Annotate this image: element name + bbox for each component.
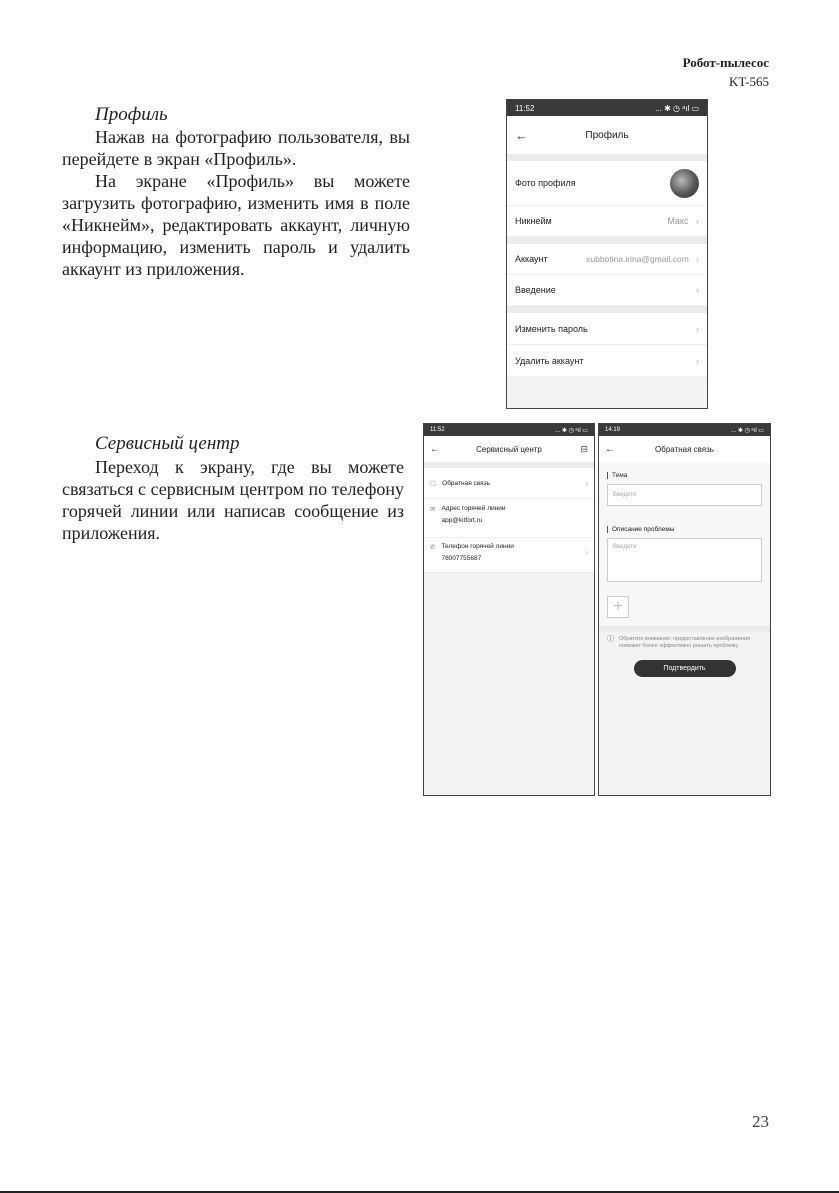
hotline-phone-value: 78007755687	[441, 555, 482, 562]
profile-photo-row[interactable]	[507, 161, 707, 206]
app-bar	[507, 116, 707, 154]
account-label: Аккаунт	[515, 254, 548, 264]
status-time: 14:19	[605, 427, 621, 433]
status-icons: ... ✱ ◷ ᵃıl ▭	[655, 103, 699, 113]
chevron-right-icon: ›	[585, 478, 588, 488]
feedback-row[interactable]	[424, 468, 594, 499]
chevron-right-icon: ›	[696, 285, 699, 295]
avatar[interactable]	[670, 169, 699, 198]
profile-section-title: Профиль	[95, 104, 168, 125]
notice	[599, 632, 770, 654]
chevron-right-icon: ›	[696, 323, 699, 334]
delete-account-row[interactable]	[507, 345, 707, 377]
status-bar	[507, 100, 707, 116]
service-center-screen	[423, 423, 595, 796]
mail-icon: ✉	[430, 506, 436, 513]
problem-section	[599, 522, 770, 618]
change-password-label: Изменить пароль	[515, 323, 588, 334]
account-row[interactable]	[507, 244, 707, 275]
feedback-screen	[598, 423, 771, 796]
notice-text: Обратите внимание: предоставление изображения поможет более эффективно решить проблему	[619, 636, 751, 649]
profile-paragraph-1: Нажав на фотографию пользователя, вы перейдете в экран «Профиль».	[62, 127, 410, 169]
chevron-right-icon: ›	[696, 355, 699, 366]
phone-icon: ✆	[430, 544, 436, 551]
hotline-address-row[interactable]	[424, 499, 594, 538]
nickname-value: Макс	[667, 216, 689, 226]
status-time: 11:52	[515, 103, 535, 113]
topic-label: Тема	[607, 472, 762, 479]
app-bar	[599, 436, 770, 462]
status-icons: ... ✱ ◷ ᵃıl ▭	[731, 427, 764, 434]
service-paragraph-1: Переход к экрану, где вы можете связаться с сервисным центром по телефону горячей линии или написав сообщение из приложения.	[62, 457, 404, 543]
status-icons: ... ✱ ◷ ᵃıl ▭	[555, 427, 588, 434]
account-value: subbotina.irina@gmail.com	[586, 254, 689, 264]
chat-icon: ▢	[430, 480, 437, 487]
hotline-phone-label: Телефон горячей линии	[441, 543, 514, 550]
message-list-icon[interactable]: ⊟	[580, 443, 588, 454]
page-number: 23	[752, 1112, 769, 1131]
add-image-button[interactable]: +	[607, 596, 629, 618]
topic-section	[599, 462, 770, 506]
profile-paragraph-2: На экране «Профиль» вы можете загрузить фотографию, изменить имя в поле «Никнейм», редактировать аккаунт, личную информацию, изменить пароль и удалить аккаунт из приложения.	[62, 171, 410, 279]
chevron-right-icon: ›	[696, 216, 699, 226]
service-section-title: Сервисный центр	[95, 433, 240, 454]
topic-input[interactable]: Введите	[607, 484, 762, 506]
hotline-phone-row[interactable]	[424, 538, 594, 573]
problem-label: Описание проблемы	[607, 526, 762, 533]
back-arrow-icon[interactable]: ←	[605, 443, 615, 455]
intro-label: Введение	[515, 285, 556, 295]
profile-section-text	[62, 126, 410, 280]
screen-title: Сервисный центр	[476, 444, 542, 454]
feedback-label: Обратная связь	[442, 480, 491, 487]
change-password-row[interactable]	[507, 313, 707, 345]
service-section-text	[62, 456, 404, 544]
profile-screen	[506, 99, 708, 409]
status-time: 11:52	[430, 427, 445, 433]
hotline-address-label: Адрес горячей линии	[441, 505, 506, 512]
delete-account-label: Удалить аккаунт	[515, 355, 584, 366]
submit-button[interactable]: Подтвердить	[634, 660, 736, 677]
header-model: KT-565	[729, 74, 769, 89]
nickname-label: Никнейм	[515, 216, 552, 226]
nickname-row[interactable]	[507, 206, 707, 237]
header-title: Робот-пылесос	[682, 55, 769, 70]
chevron-right-icon: ›	[696, 254, 699, 264]
problem-textarea[interactable]: Введите	[607, 538, 762, 582]
status-bar	[424, 424, 594, 436]
back-arrow-icon[interactable]: ←	[515, 127, 528, 143]
chevron-right-icon: ›	[585, 548, 588, 557]
back-arrow-icon[interactable]: ←	[430, 443, 440, 455]
screen-title: Профиль	[585, 129, 629, 141]
profile-photo-label: Фото профиля	[515, 178, 576, 188]
hotline-address-value: app@kitfort.ru	[441, 517, 483, 524]
intro-row[interactable]	[507, 275, 707, 306]
info-icon: ⓘ	[607, 636, 614, 643]
screen-title: Обратная связь	[655, 444, 714, 454]
status-bar	[599, 424, 770, 436]
app-bar	[424, 436, 594, 462]
